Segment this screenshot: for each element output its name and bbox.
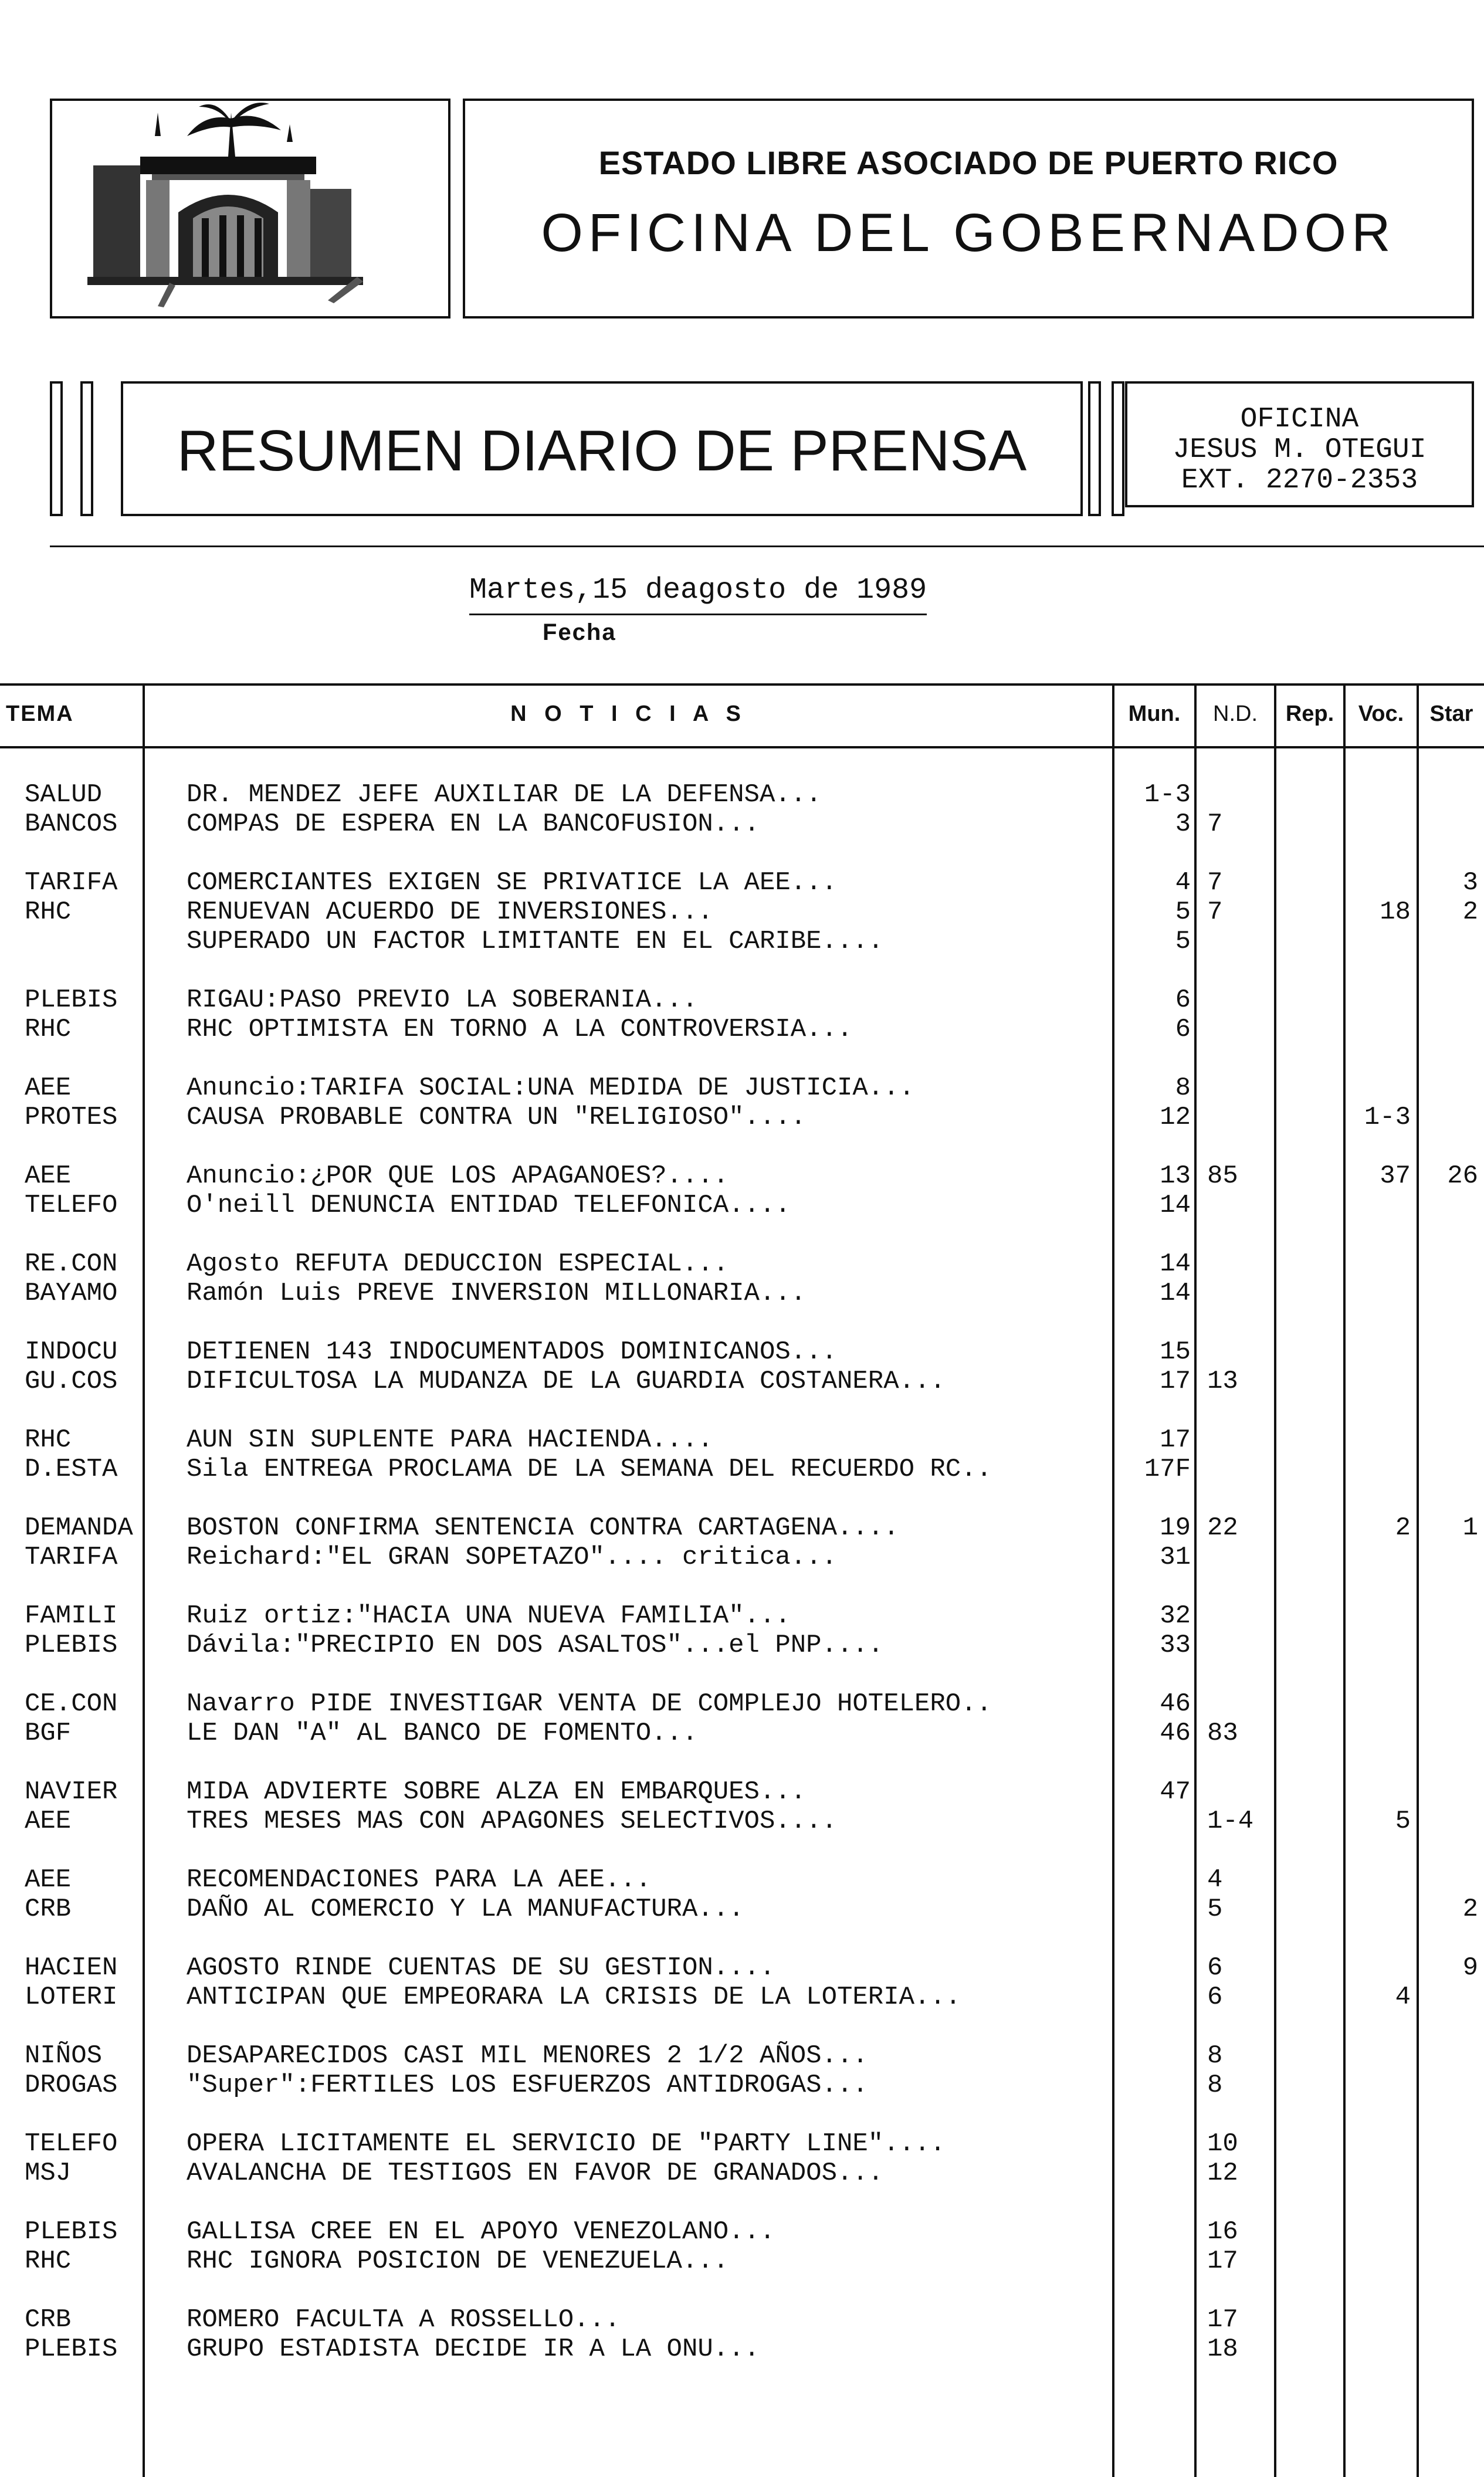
- row-nd: 16: [1207, 2217, 1238, 2246]
- row-mun: 17F: [1144, 1455, 1191, 1484]
- col-divider-voc: [1417, 683, 1419, 2477]
- table-top-border: [0, 683, 1484, 686]
- date-underline: [469, 614, 927, 615]
- row-nd: 7: [1207, 809, 1223, 839]
- row-nd: 8: [1207, 2071, 1223, 2100]
- row-tema: BAYAMO: [25, 1279, 118, 1308]
- row-nd: 12: [1207, 2159, 1238, 2188]
- row-tema: FAMILI: [25, 1601, 118, 1631]
- col-divider-tema: [143, 683, 145, 2477]
- col-divider-noticias: [1112, 683, 1114, 2477]
- row-noticia: RENUEVAN ACUERDO DE INVERSIONES...: [187, 897, 713, 927]
- row-tema: TELEFO: [25, 1191, 118, 1220]
- row-tema: NIÑOS: [25, 2041, 103, 2071]
- col-divider-rep: [1343, 683, 1346, 2477]
- row-noticia: Ruiz ortiz:"HACIA UNA NUEVA FAMILIA"...: [187, 1601, 791, 1631]
- row-mun: 6: [1175, 1015, 1191, 1044]
- row-tema: RHC: [25, 1425, 72, 1455]
- row-star: 2: [1462, 897, 1478, 927]
- row-noticia: AUN SIN SUPLENTE PARA HACIENDA....: [187, 1425, 713, 1455]
- col-divider-nd: [1274, 683, 1276, 2477]
- row-tema: PLEBIS: [25, 985, 118, 1015]
- row-mun: 33: [1160, 1631, 1191, 1660]
- row-tema: CRB: [25, 2305, 72, 2334]
- row-tema: RE.CON: [25, 1249, 118, 1279]
- row-noticia: RHC OPTIMISTA EN TORNO A LA CONTROVERSIA...: [187, 1015, 853, 1044]
- row-mun: 19: [1160, 1513, 1191, 1543]
- row-mun: 32: [1160, 1601, 1191, 1631]
- row-noticia: CAUSA PROBABLE CONTRA UN "RELIGIOSO"....: [187, 1103, 807, 1132]
- row-nd: 10: [1207, 2129, 1238, 2159]
- row-tema: SALUD: [25, 780, 103, 809]
- table-header-border: [0, 746, 1484, 748]
- row-tema: BGF: [25, 1719, 72, 1748]
- row-nd: 22: [1207, 1513, 1238, 1543]
- row-mun: 1-3: [1144, 780, 1191, 809]
- row-voc: 5: [1395, 1807, 1411, 1836]
- row-nd: 4: [1207, 1865, 1223, 1895]
- row-noticia: ROMERO FACULTA A ROSSELLO...: [187, 2305, 621, 2334]
- row-mun: 15: [1160, 1337, 1191, 1367]
- date-label: Fecha: [543, 619, 616, 645]
- row-noticia: RHC IGNORA POSICION DE VENEZUELA...: [187, 2246, 729, 2276]
- row-tema: MSJ: [25, 2159, 72, 2188]
- column-header-rep: Rep.: [1285, 702, 1334, 726]
- row-tema: AEE: [25, 1865, 72, 1895]
- row-tema: BANCOS: [25, 809, 118, 839]
- row-mun: 46: [1160, 1719, 1191, 1748]
- row-noticia: Ramón Luis PREVE INVERSION MILLONARIA...: [187, 1279, 807, 1308]
- row-tema: AEE: [25, 1161, 72, 1191]
- row-nd: 83: [1207, 1719, 1238, 1748]
- row-mun: 5: [1175, 927, 1191, 956]
- report-date: Martes,15 deagosto de 1989: [469, 574, 927, 607]
- row-noticia: Anuncio:¿POR QUE LOS APAGANOES?....: [187, 1161, 729, 1191]
- row-mun: 17: [1160, 1425, 1191, 1455]
- row-tema: DEMANDA: [25, 1513, 133, 1543]
- row-mun: 47: [1160, 1777, 1191, 1807]
- row-noticia: DIFICULTOSA LA MUDANZA DE LA GUARDIA COSTANERA...: [187, 1367, 946, 1396]
- row-noticia: Reichard:"EL GRAN SOPETAZO".... critica...: [187, 1543, 837, 1572]
- row-noticia: DETIENEN 143 INDOCUMENTADOS DOMINICANOS...: [187, 1337, 837, 1367]
- office-name: OFICINA DEL GOBERNADOR: [541, 203, 1396, 263]
- row-tema: PLEBIS: [25, 2217, 118, 2246]
- logo-frame: [50, 99, 450, 318]
- column-header-noticias: N O T I C I A S: [510, 702, 747, 726]
- row-nd: 85: [1207, 1161, 1238, 1191]
- state-name: ESTADO LIBRE ASOCIADO DE PUERTO RICO: [598, 144, 1339, 181]
- row-tema: CRB: [25, 1895, 72, 1924]
- row-mun: 14: [1160, 1191, 1191, 1220]
- row-mun: 3: [1175, 809, 1191, 839]
- row-noticia: DR. MENDEZ JEFE AUXILIAR DE LA DEFENSA...: [187, 780, 822, 809]
- row-noticia: COMPAS DE ESPERA EN LA BANCOFUSION...: [187, 809, 760, 839]
- row-voc: 2: [1395, 1513, 1411, 1543]
- row-tema: RHC: [25, 2246, 72, 2276]
- row-noticia: ANTICIPAN QUE EMPEORARA LA CRISIS DE LA LOTERIA...: [187, 1983, 961, 2012]
- row-star: 9: [1462, 1953, 1478, 1983]
- row-tema: CE.CON: [25, 1689, 118, 1719]
- row-noticia: BOSTON CONFIRMA SENTENCIA CONTRA CARTAGENA....: [187, 1513, 899, 1543]
- row-tema: AEE: [25, 1807, 72, 1836]
- contact-ext: EXT. 2270-2353: [1181, 465, 1418, 496]
- row-noticia: Anuncio:TARIFA SOCIAL:UNA MEDIDA DE JUSTICIA...: [187, 1073, 915, 1103]
- row-noticia: TRES MESES MAS CON APAGONES SELECTIVOS....: [187, 1807, 837, 1836]
- row-noticia: Dávila:"PRECIPIO EN DOS ASALTOS"...el PNP....: [187, 1631, 884, 1660]
- row-tema: D.ESTA: [25, 1455, 118, 1484]
- row-tema: GU.COS: [25, 1367, 118, 1396]
- row-mun: 4: [1175, 868, 1191, 897]
- row-voc: 4: [1395, 1983, 1411, 2012]
- row-nd: 8: [1207, 2041, 1223, 2071]
- row-tema: PLEBIS: [25, 1631, 118, 1660]
- row-noticia: Agosto REFUTA DEDUCCION ESPECIAL...: [187, 1249, 729, 1279]
- report-title: RESUMEN DIARIO DE PRENSA: [177, 418, 1027, 483]
- row-noticia: GALLISA CREE EN EL APOYO VENEZOLANO...: [187, 2217, 775, 2246]
- column-header-nd: N.D.: [1213, 702, 1258, 726]
- row-noticia: MIDA ADVIERTE SOBRE ALZA EN EMBARQUES...: [187, 1777, 807, 1807]
- row-mun: 8: [1175, 1073, 1191, 1103]
- header-separator: [50, 545, 1484, 547]
- row-noticia: LE DAN "A" AL BANCO DE FOMENTO...: [187, 1719, 698, 1748]
- row-nd: 17: [1207, 2305, 1238, 2334]
- row-noticia: DAÑO AL COMERCIO Y LA MANUFACTURA...: [187, 1895, 744, 1924]
- row-noticia: Sila ENTREGA PROCLAMA DE LA SEMANA DEL RECUERDO RC..: [187, 1455, 992, 1484]
- row-star: 26: [1447, 1161, 1478, 1191]
- row-mun: 12: [1160, 1103, 1191, 1132]
- row-noticia: AGOSTO RINDE CUENTAS DE SU GESTION....: [187, 1953, 775, 1983]
- column-header-tema: TEMA: [6, 702, 74, 726]
- row-tema: NAVIER: [25, 1777, 118, 1807]
- col-divider-mun: [1194, 683, 1197, 2477]
- row-mun: 14: [1160, 1279, 1191, 1308]
- row-noticia: "Super":FERTILES LOS ESFUERZOS ANTIDROGAS...: [187, 2071, 868, 2100]
- row-mun: 17: [1160, 1367, 1191, 1396]
- fortaleza-logo: [52, 101, 448, 316]
- row-nd: 1-4: [1207, 1807, 1254, 1836]
- row-tema: TARIFA: [25, 868, 118, 897]
- row-nd: 13: [1207, 1367, 1238, 1396]
- row-mun: 31: [1160, 1543, 1191, 1572]
- row-mun: 6: [1175, 985, 1191, 1015]
- row-mun: 46: [1160, 1689, 1191, 1719]
- contact-name: JESUS M. OTEGUI: [1173, 434, 1427, 466]
- row-noticia: COMERCIANTES EXIGEN SE PRIVATICE LA AEE...: [187, 868, 837, 897]
- row-voc: 18: [1380, 897, 1411, 927]
- row-tema: TARIFA: [25, 1543, 118, 1572]
- row-nd: 6: [1207, 1953, 1223, 1983]
- row-noticia: O'neill DENUNCIA ENTIDAD TELEFONICA....: [187, 1191, 791, 1220]
- column-header-star: Star: [1429, 702, 1473, 726]
- row-tema: HACIEN: [25, 1953, 118, 1983]
- row-mun: 14: [1160, 1249, 1191, 1279]
- row-mun: 5: [1175, 897, 1191, 927]
- row-noticia: AVALANCHA DE TESTIGOS EN FAVOR DE GRANADOS...: [187, 2159, 884, 2188]
- row-noticia: OPERA LICITAMENTE EL SERVICIO DE "PARTY LINE"....: [187, 2129, 946, 2159]
- row-tema: PROTES: [25, 1103, 118, 1132]
- row-noticia: SUPERADO UN FACTOR LIMITANTE EN EL CARIBE....: [187, 927, 884, 956]
- row-star: 2: [1462, 1895, 1478, 1924]
- row-tema: AEE: [25, 1073, 72, 1103]
- row-nd: 7: [1207, 868, 1223, 897]
- column-header-voc: Voc.: [1358, 702, 1404, 726]
- row-noticia: GRUPO ESTADISTA DECIDE IR A LA ONU...: [187, 2334, 760, 2364]
- row-voc: 1-3: [1364, 1103, 1411, 1132]
- row-voc: 37: [1380, 1161, 1411, 1191]
- row-tema: INDOCU: [25, 1337, 118, 1367]
- row-nd: 18: [1207, 2334, 1238, 2364]
- row-nd: 5: [1207, 1895, 1223, 1924]
- row-noticia: DESAPARECIDOS CASI MIL MENORES 2 1/2 AÑOS...: [187, 2041, 868, 2071]
- row-star: 1: [1462, 1513, 1478, 1543]
- contact-label: OFICINA: [1240, 404, 1359, 435]
- column-header-mun: Mun.: [1128, 702, 1181, 726]
- row-noticia: RIGAU:PASO PREVIO LA SOBERANIA...: [187, 985, 698, 1015]
- row-tema: TELEFO: [25, 2129, 118, 2159]
- row-noticia: RECOMENDACIONES PARA LA AEE...: [187, 1865, 652, 1895]
- decorative-bars-right: [1088, 381, 1129, 516]
- row-nd: 17: [1207, 2246, 1238, 2276]
- row-mun: 13: [1160, 1161, 1191, 1191]
- row-star: 3: [1462, 868, 1478, 897]
- row-tema: LOTERI: [25, 1983, 118, 2012]
- row-tema: RHC: [25, 897, 72, 927]
- row-nd: 6: [1207, 1983, 1223, 2012]
- row-nd: 7: [1207, 897, 1223, 927]
- row-tema: RHC: [25, 1015, 72, 1044]
- row-tema: PLEBIS: [25, 2334, 118, 2364]
- row-noticia: Navarro PIDE INVESTIGAR VENTA DE COMPLEJO HOTELERO..: [187, 1689, 992, 1719]
- decorative-bars-left: [50, 381, 109, 516]
- row-tema: DROGAS: [25, 2071, 118, 2100]
